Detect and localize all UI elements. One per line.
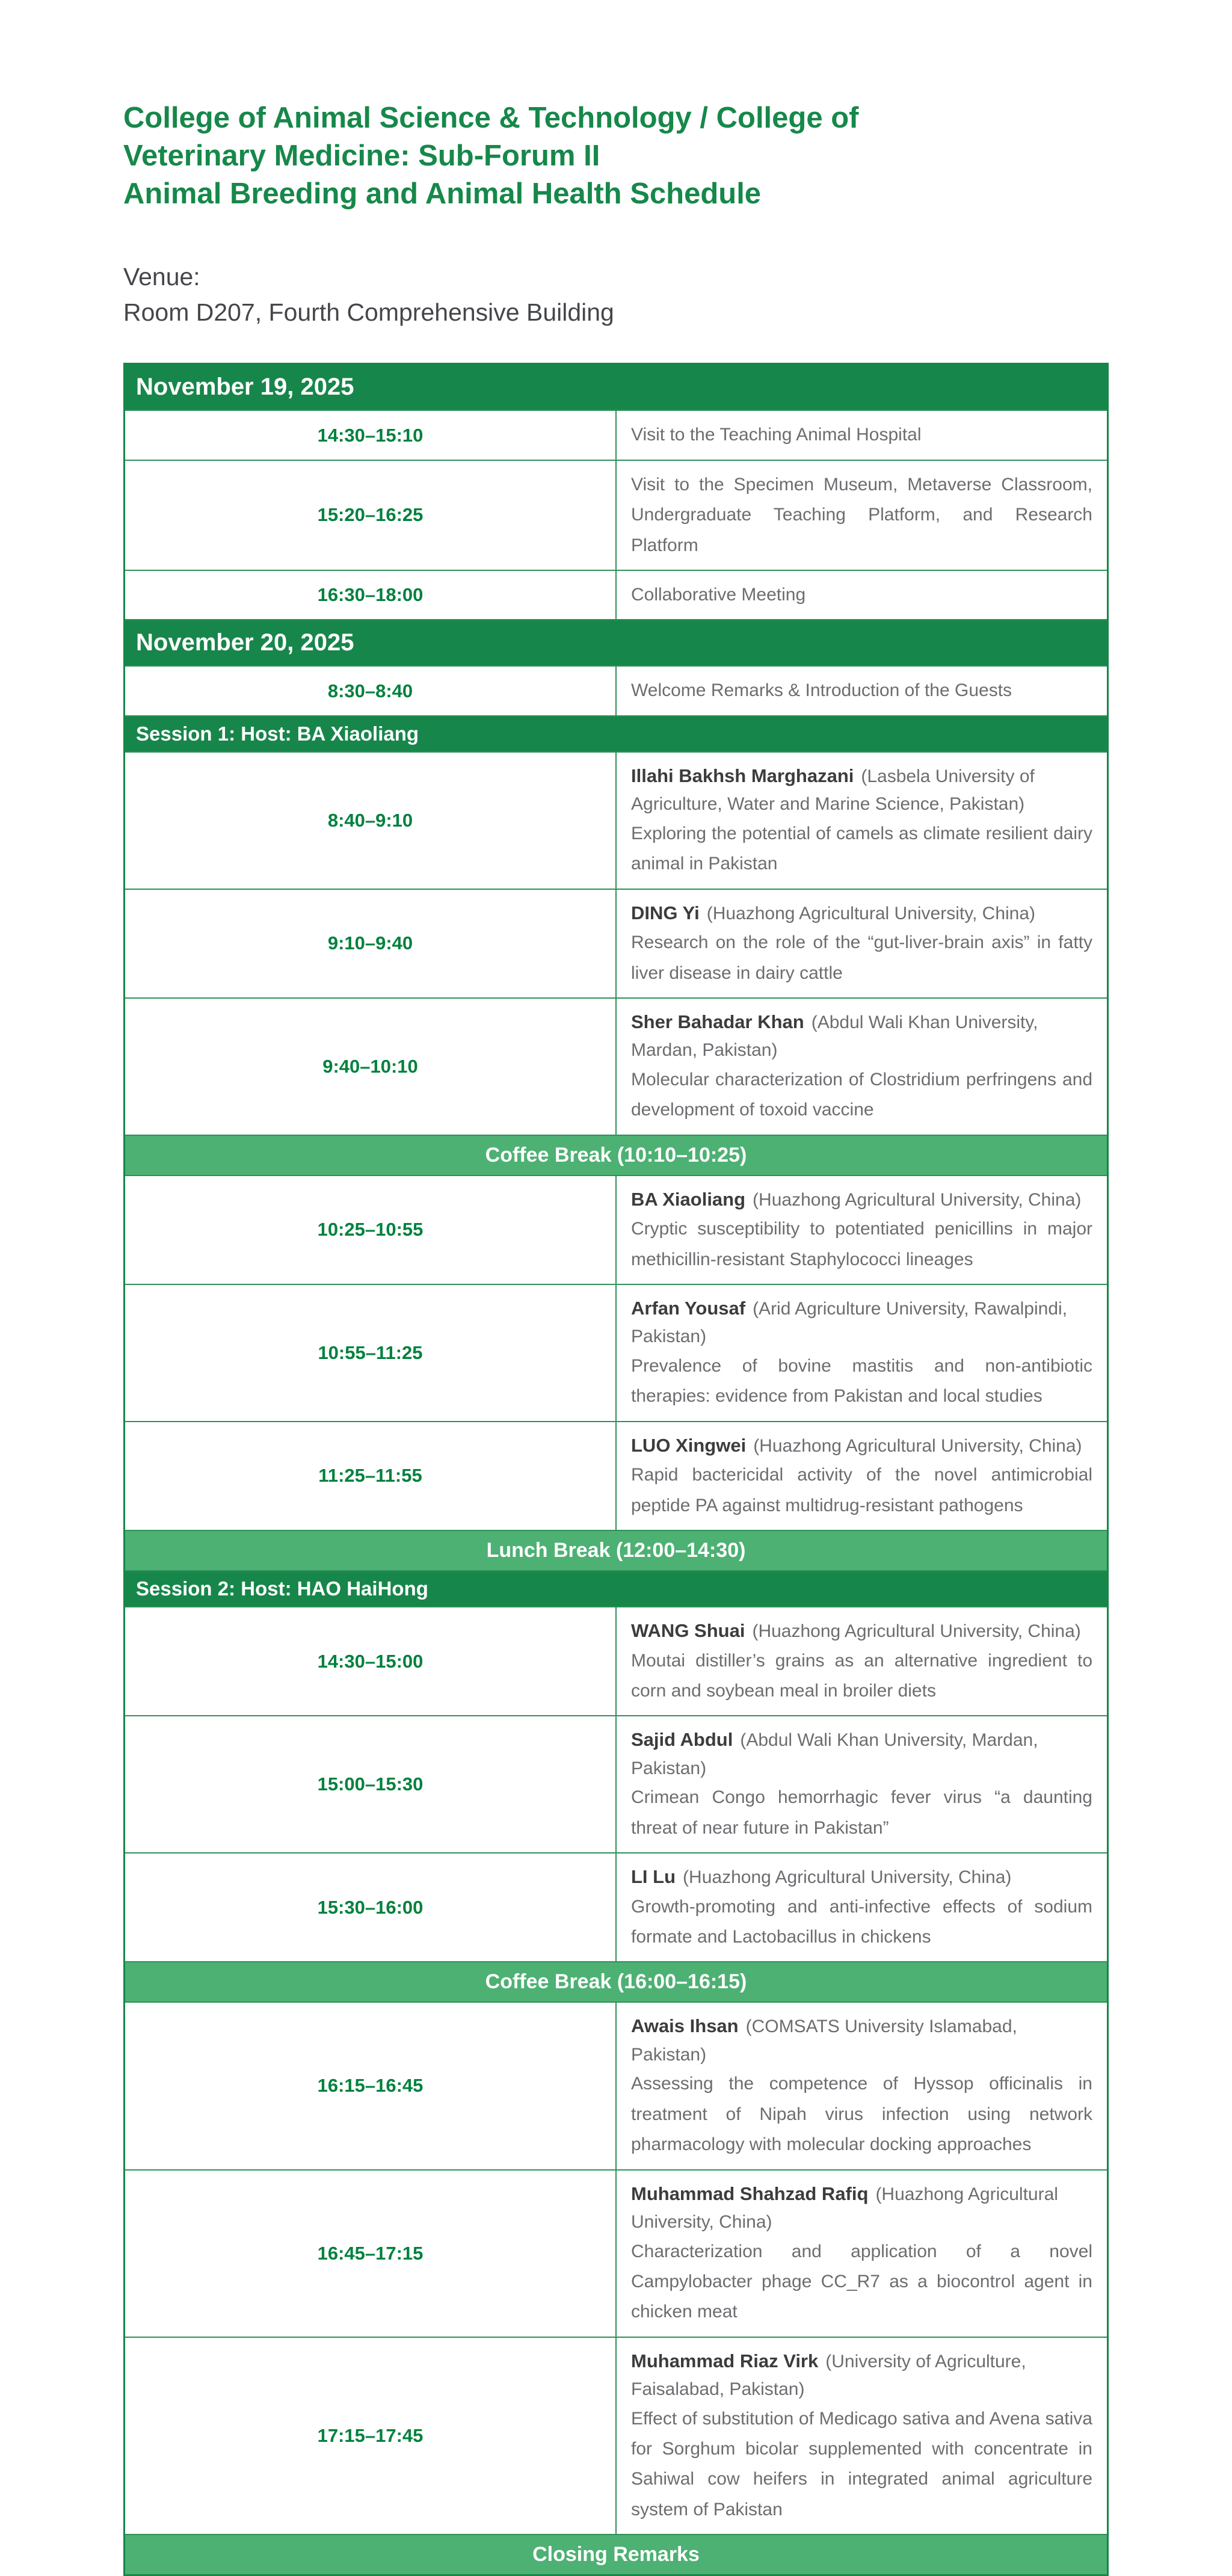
- description-cell: [616, 752, 1108, 889]
- speaker-affiliation: (Huazhong Agricultural University, China): [753, 1435, 1082, 1456]
- talk-title: Crimean Congo hemorrhagic fever virus “a daunting threat of near future in Pakistan”: [631, 1787, 1092, 1838]
- time-cell: 15:00–15:30: [125, 1716, 617, 1853]
- session-row: [125, 716, 1108, 752]
- description-cell: [616, 1422, 1108, 1530]
- schedule-table-body: [125, 364, 1108, 2575]
- talk-title: Molecular characterization of Clostridium perfringens and development of toxoid vaccine: [631, 1069, 1092, 1120]
- talk-row: [125, 1422, 1108, 1530]
- time-cell: 16:15–16:45: [125, 2002, 617, 2169]
- description-cell: [616, 1176, 1108, 1284]
- break-label: Coffee Break (10:10–10:25): [125, 1135, 1108, 1176]
- speaker-affiliation: (University of Agriculture, Faisalabad, Pakistan): [631, 2351, 1026, 2400]
- talk-title: Exploring the potential of camels as climate resilient dairy animal in Pakistan: [631, 823, 1092, 874]
- break-label: Coffee Break (16:00–16:15): [125, 1962, 1108, 2002]
- time-cell: 11:25–11:55: [125, 1422, 617, 1530]
- speaker-name: BA Xiaoliang: [631, 1188, 746, 1210]
- speaker-name: Arfan Yousaf: [631, 1297, 746, 1319]
- speaker-affiliation: (Huazhong Agricultural University, China): [752, 1621, 1081, 1642]
- time-cell: 15:20–16:25: [125, 460, 617, 570]
- speaker-line: [631, 2180, 1092, 2237]
- session-row: [125, 1571, 1108, 1607]
- time-cell: 14:30–15:00: [125, 1607, 617, 1716]
- speaker-name: DING Yi: [631, 902, 700, 923]
- talk-title: Research on the role of the “gut-liver-brain axis” in fatty liver disease in dairy cattle: [631, 932, 1092, 983]
- break-row: [125, 1135, 1108, 1176]
- description-cell: [616, 889, 1108, 998]
- speaker-name: Muhammad Riaz Virk: [631, 2350, 819, 2371]
- time-cell: 10:55–11:25: [125, 1284, 617, 1422]
- talk-title: Cryptic susceptibility to potentiated penicillins in major methicillin-resistant Staphylococci lineages: [631, 1219, 1092, 1269]
- description-cell: [616, 1607, 1108, 1716]
- page-title-line-1: College of Animal Science & Technology / College of: [123, 102, 859, 134]
- time-cell: 15:30–16:00: [125, 1853, 617, 1962]
- speaker-affiliation: (Lasbela University of Agriculture, Water and Marine Science, Pakistan): [631, 766, 1035, 815]
- description-cell: Visit to the Specimen Museum, Metaverse Classroom, Undergraduate Teaching Platform, and Research Platform: [616, 460, 1108, 570]
- time-cell: 14:30–15:10: [125, 410, 617, 460]
- speaker-line: [631, 1725, 1092, 1783]
- speaker-affiliation: (Huazhong Agricultural University, China): [706, 903, 1036, 923]
- speaker-line: [631, 1008, 1092, 1065]
- speaker-affiliation: (Abdul Wali Khan University, Mardan, Pakistan): [631, 1730, 1038, 1778]
- time-cell: 8:40–9:10: [125, 752, 617, 889]
- description-cell: Visit to the Teaching Animal Hospital: [616, 410, 1108, 460]
- description-cell: [616, 2002, 1108, 2169]
- date-row: [125, 620, 1108, 666]
- speaker-name: LUO Xingwei: [631, 1434, 747, 1456]
- description-cell: [616, 998, 1108, 1135]
- talk-row: [125, 1853, 1108, 1962]
- speaker-line: [631, 1863, 1092, 1892]
- speaker-affiliation: (Arid Agriculture University, Rawalpindi, Pakistan): [631, 1298, 1068, 1347]
- speaker-line: [631, 2347, 1092, 2404]
- speaker-name: Muhammad Shahzad Rafiq: [631, 2183, 869, 2204]
- break-row: [125, 1962, 1108, 2002]
- speaker-line: [631, 1431, 1092, 1461]
- talk-row: [125, 2170, 1108, 2337]
- date-label: November 20, 2025: [125, 620, 1108, 666]
- description-cell: [616, 2170, 1108, 2337]
- venue-label: Venue:: [123, 262, 200, 291]
- page-title-line-3: Animal Breeding and Animal Health Schedule: [123, 177, 762, 211]
- item-row: [125, 666, 1108, 715]
- description-cell: [616, 1853, 1108, 1962]
- time-cell: 10:25–10:55: [125, 1176, 617, 1284]
- speaker-line: [631, 1616, 1092, 1646]
- date-row: [125, 364, 1108, 411]
- page-title-line-2: Veterinary Medicine: Sub-Forum II: [123, 140, 600, 173]
- date-label: November 19, 2025: [125, 364, 1108, 411]
- speaker-line: [631, 762, 1092, 819]
- talk-row: [125, 1716, 1108, 1853]
- talk-row: [125, 998, 1108, 1135]
- time-cell: 17:15–17:45: [125, 2337, 617, 2535]
- speaker-affiliation: (Huazhong Agricultural University, China): [631, 2184, 1058, 2232]
- talk-row: [125, 1607, 1108, 1716]
- session-label: Session 1: Host: BA Xiaoliang: [125, 716, 1108, 752]
- speaker-affiliation: (COMSATS University Islamabad, Pakistan): [631, 2017, 1017, 2065]
- description-cell: [616, 2337, 1108, 2535]
- speaker-line: [631, 1294, 1092, 1351]
- talk-row: [125, 1284, 1108, 1422]
- speaker-line: [631, 2012, 1092, 2069]
- description-cell: Welcome Remarks & Introduction of the Guests: [616, 666, 1108, 715]
- page-title: [123, 99, 1109, 214]
- speaker-name: Awais Ihsan: [631, 2015, 739, 2037]
- item-row: [125, 570, 1108, 620]
- speaker-affiliation: (Huazhong Agricultural University, China): [683, 1867, 1012, 1888]
- item-row: [125, 460, 1108, 570]
- description-cell: [616, 1284, 1108, 1422]
- speaker-line: [631, 1185, 1092, 1215]
- talk-row: [125, 1176, 1108, 1284]
- break-label: Lunch Break (12:00–14:30): [125, 1530, 1108, 1571]
- session-label: Session 2: Host: HAO HaiHong: [125, 1571, 1108, 1607]
- speaker-name: Sajid Abdul: [631, 1729, 733, 1751]
- talk-title: Assessing the competence of Hyssop officinalis in treatment of Nipah virus infection using network pharmacology with molecular docking approaches: [631, 2074, 1092, 2155]
- talk-row: [125, 889, 1108, 998]
- schedule-table: [123, 363, 1109, 2576]
- break-row: [125, 2534, 1108, 2575]
- item-row: [125, 410, 1108, 460]
- description-cell: Collaborative Meeting: [616, 570, 1108, 620]
- speaker-name: Sher Bahadar Khan: [631, 1011, 804, 1032]
- time-cell: 8:30–8:40: [125, 666, 617, 715]
- talk-row: [125, 752, 1108, 889]
- time-cell: 9:40–10:10: [125, 998, 617, 1135]
- talk-title: Effect of substitution of Medicago sativa and Avena sativa for Sorghum bicolar supplemented with concentrate in Sahiwal cow heifers in integrated animal agriculture system of Pakistan: [631, 2408, 1092, 2519]
- speaker-line: [631, 899, 1092, 928]
- speaker-affiliation: (Abdul Wali Khan University, Mardan, Pakistan): [631, 1012, 1038, 1061]
- talk-title: Rapid bactericidal activity of the novel antimicrobial peptide PA against multidrug-resistant pathogens: [631, 1465, 1092, 1515]
- time-cell: 16:45–17:15: [125, 2170, 617, 2337]
- time-cell: 9:10–9:40: [125, 889, 617, 998]
- speaker-name: LI Lu: [631, 1866, 676, 1888]
- time-cell: 16:30–18:00: [125, 570, 617, 620]
- venue-block: [123, 259, 1109, 331]
- speaker-name: Illahi Bakhsh Marghazani: [631, 765, 854, 786]
- talk-title: Moutai distiller’s grains as an alternative ingredient to corn and soybean meal in broiler diets: [631, 1650, 1092, 1701]
- talk-title: Growth-promoting and anti-infective effects of sodium formate and Lactobacillus in chickens: [631, 1896, 1092, 1947]
- talk-title: Characterization and application of a novel Campylobacter phage CC_R7 as a biocontrol agent in chicken meat: [631, 2241, 1092, 2322]
- break-label: Closing Remarks: [125, 2534, 1108, 2575]
- speaker-affiliation: (Huazhong Agricultural University, China): [753, 1189, 1082, 1210]
- talk-row: [125, 2002, 1108, 2169]
- venue-value: Room D207, Fourth Comprehensive Building: [123, 298, 614, 327]
- description-cell: [616, 1716, 1108, 1853]
- speaker-name: WANG Shuai: [631, 1620, 745, 1642]
- talk-title: Prevalence of bovine mastitis and non-antibiotic therapies: evidence from Pakistan and local studies: [631, 1355, 1092, 1407]
- talk-row: [125, 2337, 1108, 2535]
- break-row: [125, 1530, 1108, 1571]
